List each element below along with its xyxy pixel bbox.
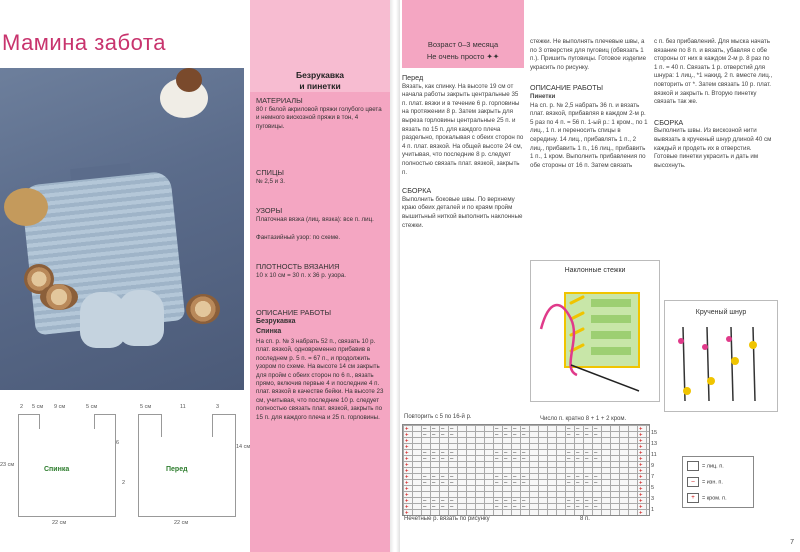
chart-cell-symbol: + <box>639 456 643 463</box>
chart-cell-symbol: – <box>423 456 427 463</box>
chart-cell-symbol: – <box>594 456 598 463</box>
chart-cell-symbol: – <box>423 432 427 439</box>
chart-cell-symbol: – <box>495 456 499 463</box>
legend-symbol: – <box>687 477 699 487</box>
chart-cell-symbol: – <box>495 504 499 511</box>
chart-cell-symbol: – <box>441 426 445 433</box>
chart-cell-symbol: – <box>585 474 589 481</box>
chart-cell-symbol: + <box>405 498 409 505</box>
chart-cell-symbol: – <box>585 480 589 487</box>
chart-cell-symbol: + <box>405 462 409 469</box>
chart-cell-symbol: – <box>432 426 436 433</box>
description-heading: ОПИСАНИЕ РАБОТЫ <box>256 308 332 317</box>
chart-cell-symbol: – <box>432 504 436 511</box>
chart-count-title: Число п. кратно 8 + 1 + 2 кром. <box>540 416 627 422</box>
legend-edge: + = кром. п. <box>687 493 727 503</box>
age-range: Возраст 0–3 месяца <box>427 40 499 49</box>
chart-cell-symbol: – <box>576 426 580 433</box>
chart-cell-symbol: – <box>495 498 499 505</box>
chart-cell-symbol: – <box>522 450 526 457</box>
assembly2-text: Выполнить швы. Из вискозной нити вывязать в крученый шнур длиной 40 см каждый и продеть их в отверстия. Готовые пинетки украсить и дать им высохнуть. <box>654 127 772 169</box>
chart-cell-symbol: – <box>504 450 508 457</box>
chart-cell-symbol: – <box>441 432 445 439</box>
chart-cell-symbol: – <box>495 480 499 487</box>
chart-cell-symbol: – <box>522 474 526 481</box>
chart-cell-symbol: + <box>639 486 643 493</box>
page-title: Мамина забота <box>2 30 166 55</box>
chart-cell-symbol: + <box>405 456 409 463</box>
chart-cell-symbol: – <box>522 480 526 487</box>
chart-cell-symbol: + <box>639 498 643 505</box>
chart-cell-symbol: – <box>594 450 598 457</box>
page-number: 7 <box>790 539 794 546</box>
chart-cell-symbol: – <box>522 498 526 505</box>
chart-cell-symbol: – <box>432 498 436 505</box>
back-label: Спинка <box>44 466 70 473</box>
front-text: Вязать, как спинку. На высоте 19 см от начала работы закрыть центральные 35 п. плат. вязки и в течение 6 р. горловины на протяжении 8 р. Затем закрыть для выреза горловины центральные 25 п. и вязать по 15 п. для каждого плеча раздельно, прокалывая с обеих сторон по 4 п. плат. вязкой. На общей высоте 24 см, учитывая, что последние 8 р. следует полностью связать плат. вязкой, закрыть п. <box>402 82 524 176</box>
materials-heading: МАТЕРИАЛЫ <box>256 96 303 105</box>
chart-cell-symbol: – <box>567 450 571 457</box>
row-number: 11 <box>651 452 657 458</box>
assembly-heading: СБОРКА <box>402 186 432 196</box>
row-number: 7 <box>651 474 655 480</box>
chart-cell-symbol: – <box>423 504 427 511</box>
back-text: На сп. р. № 3 набрать 52 п., связать 10 р. плат. вязкой, одновременно прибавив в последнем р. 5 п. = 67 п., и продолжить узором по схеме. На высоте 14 см закрыть для пройм с обеих сторон по 6 п., вязать прямо, включив первые 4 и последние 4 п. плат. вязкой в качестве бейки. На высоте 23 см, учитывая, что последние 10 р. следует полностью связать плат. вязкой, закрыть по 15 п. для каждого плеча и 25 п. горловины. <box>256 338 384 421</box>
chart-cell-symbol: – <box>432 456 436 463</box>
toy-dog-head <box>176 68 202 92</box>
chart-cell-symbol: – <box>567 474 571 481</box>
chart-cell-symbol: – <box>585 450 589 457</box>
chart-cell-symbol: – <box>441 504 445 511</box>
density-heading: ПЛОТНОСТЬ ВЯЗАНИЯ <box>256 262 340 271</box>
chart-cell-symbol: – <box>513 426 517 433</box>
legend-purl: – = изн. п. <box>687 477 723 487</box>
booties-heading: ОПИСАНИЕ РАБОТЫ <box>530 83 603 93</box>
chart-cell-symbol: + <box>639 492 643 499</box>
booties-text: На сп. р. № 2,5 набрать 36 п. и вязать плат. вязкой, прибавляя в каждом 2-м р. 5 раз по 4 п. = 56 п. 1-ый р.: 1 кром., по 1 лиц., 1 п. и переносить спицы в середину. 14 лиц., прибавлять 1 п., 2 лиц., прибавить 1 п., 16 лиц., прибавить 1 п., 1 кром. Выполнить прибавления по обе стороны от 16 п. Затем связать <box>530 101 648 169</box>
chart-symbols <box>403 425 649 515</box>
chart-cell-symbol: – <box>423 426 427 433</box>
chart-repeat-title: Повторить с 5 по 16-й р. <box>404 414 472 420</box>
front-shoulder-l <box>138 414 162 437</box>
spread-gutter <box>390 0 400 552</box>
chart-cell-symbol: – <box>450 450 454 457</box>
pattern-chart-grid <box>402 424 650 516</box>
materials-text: 80 г белой акриловой пряжи голубого цвета и немного вискозной пряжи в тон, 4 пуговицы. <box>256 106 382 130</box>
chart-cell-symbol: – <box>504 474 508 481</box>
front-schematic: Перед 5 см 11 3 14 см 2 22 см <box>122 404 251 526</box>
chart-cell-symbol: – <box>513 432 517 439</box>
chart-cell-symbol: + <box>639 510 643 515</box>
chart-cell-symbol: – <box>576 450 580 457</box>
col3-text: с п. без прибавлений. Для мыска начать вязание по 8 п. и вязать, убавляя с обе стороны от них в каждом 2-м р. 8 раз по 1 п. = 40 п. Связать 1 р. отверстий для шнура: 1 лиц., *1 накид, 2 п. вместе лиц., повторить от *. Затем связать 10 р. плат. вязкой и закрыть п. Вторую пинетку связать так же. <box>654 38 773 106</box>
column-1 <box>402 74 524 230</box>
vest-heading: Безрукавка <box>256 318 296 325</box>
chart-cell-symbol: – <box>495 432 499 439</box>
chart-cell-symbol: – <box>495 474 499 481</box>
chart-cell-symbol: – <box>576 480 580 487</box>
chart-cell-symbol: + <box>405 480 409 487</box>
chart-cell-symbol: + <box>405 486 409 493</box>
chart-cell-symbol: – <box>441 474 445 481</box>
row-number: 3 <box>651 496 655 502</box>
chart-cell-symbol: – <box>450 474 454 481</box>
chart-cell-symbol: – <box>513 450 517 457</box>
chart-cell-symbol: – <box>450 480 454 487</box>
patterns-heading: УЗОРЫ <box>256 206 283 215</box>
chart-legend <box>682 456 754 508</box>
chart-cell-symbol: – <box>576 504 580 511</box>
chart-cell-symbol: + <box>405 468 409 475</box>
chart-cell-symbol: – <box>450 498 454 505</box>
chart-cell-symbol: – <box>585 498 589 505</box>
chart-cell-symbol: – <box>441 456 445 463</box>
legend-symbol: + <box>687 493 699 503</box>
needles-heading: СПИЦЫ <box>256 168 284 177</box>
chart-cell-symbol: – <box>432 450 436 457</box>
chart-cell-symbol: – <box>522 504 526 511</box>
chart-cell-symbol: – <box>594 480 598 487</box>
patterns-text-2: Фантазийный узор: по схеме. <box>256 234 341 241</box>
chart-cell-symbol: – <box>504 426 508 433</box>
twisted-cord-illustration <box>664 300 778 412</box>
chart-cell-symbol: – <box>567 498 571 505</box>
chart-cell-symbol: + <box>405 474 409 481</box>
chart-cell-symbol: – <box>504 432 508 439</box>
row-number: 13 <box>651 441 658 447</box>
chart-cell-symbol: + <box>639 480 643 487</box>
chart-cell-symbol: – <box>450 426 454 433</box>
front-label: Перед <box>166 466 188 473</box>
chart-cell-symbol: – <box>513 456 517 463</box>
back-schematic: Спинка 2 5 см 9 см 5 см 6 23 см 22 см <box>0 404 120 526</box>
stitch-drawing <box>531 279 659 399</box>
chart-cell-symbol: – <box>504 456 508 463</box>
chart-cell-symbol: – <box>585 426 589 433</box>
chart-cell-symbol: – <box>594 432 598 439</box>
chart-cell-symbol: – <box>432 432 436 439</box>
booties-subheading: Пинетки <box>530 92 556 100</box>
needles-text: № 2,5 и 3. <box>256 178 286 185</box>
sidebar-title: Безрукавка и пинетки <box>295 70 345 91</box>
row-number: 5 <box>651 485 655 491</box>
chart-cell-symbol: – <box>567 504 571 511</box>
chart-cell-symbol: – <box>576 474 580 481</box>
chart-cell-symbol: – <box>423 480 427 487</box>
legend-knit: = лиц. п. <box>687 461 724 471</box>
patterns-text-1: Платочная вязка (лиц. вязка): все п. лиц. <box>256 216 374 223</box>
chart-cell-symbol: – <box>567 456 571 463</box>
row-number: 9 <box>651 463 655 469</box>
chart-cell-symbol: + <box>639 438 643 445</box>
chart-cell-symbol: – <box>504 498 508 505</box>
chart-cell-symbol: + <box>405 426 409 433</box>
chart-cell-symbol: – <box>423 450 427 457</box>
wooden-disc <box>40 284 78 310</box>
chart-cell-symbol: – <box>495 426 499 433</box>
legend-symbol <box>687 461 699 471</box>
back-heading: Спинка <box>256 328 282 335</box>
chart-cell-symbol: + <box>639 474 643 481</box>
chart-cell-symbol: – <box>522 432 526 439</box>
materials-sidebar <box>250 0 390 552</box>
chart-cell-symbol: – <box>594 426 598 433</box>
chart-cell-symbol: – <box>513 474 517 481</box>
chart-cell-symbol: + <box>639 504 643 511</box>
product-photo <box>0 68 244 390</box>
chart-cell-symbol: – <box>432 480 436 487</box>
slanted-stitch-illustration <box>530 260 660 402</box>
chart-cell-symbol: – <box>423 498 427 505</box>
illustration-title: Наклонные стежки <box>564 267 626 274</box>
chart-cell-symbol: + <box>405 438 409 445</box>
chart-cell-symbol: + <box>405 492 409 499</box>
chart-cell-symbol: – <box>441 480 445 487</box>
chart-cell-symbol: – <box>513 480 517 487</box>
column-2 <box>530 38 648 170</box>
chart-cell-symbol: + <box>639 426 643 433</box>
cord-drawing <box>665 321 777 411</box>
chart-cell-symbol: + <box>639 462 643 469</box>
chart-cell-symbol: – <box>576 456 580 463</box>
front-heading: Перед <box>402 73 424 82</box>
chart-cell-symbol: + <box>639 450 643 457</box>
chart-cell-symbol: + <box>639 432 643 439</box>
chart-cell-symbol: + <box>639 444 643 451</box>
chart-cell-symbol: – <box>576 498 580 505</box>
chart-cell-symbol: + <box>405 504 409 511</box>
back-shoulder-r <box>94 414 116 429</box>
chart-cell-symbol: – <box>567 480 571 487</box>
assembly2-heading: СБОРКА <box>654 117 684 127</box>
chart-cell-symbol: – <box>576 432 580 439</box>
chart-repeat-label: 8 п. <box>580 516 590 522</box>
chart-cell-symbol: – <box>441 498 445 505</box>
chart-cell-symbol: – <box>513 504 517 511</box>
chart-cell-symbol: + <box>405 432 409 439</box>
chart-cell-symbol: – <box>594 474 598 481</box>
front-outline <box>138 436 236 517</box>
bootie-right <box>118 290 164 346</box>
chart-cell-symbol: – <box>522 426 526 433</box>
chart-cell-symbol: – <box>567 426 571 433</box>
chart-cell-symbol: – <box>432 474 436 481</box>
age-badge <box>402 0 524 68</box>
chart-cell-symbol: – <box>522 456 526 463</box>
chart-cell-symbol: – <box>585 432 589 439</box>
illustration-title-2: Крученый шнур <box>695 309 747 316</box>
chart-cell-symbol: – <box>423 474 427 481</box>
row-number: 15 <box>651 430 658 436</box>
left-page <box>0 0 390 552</box>
row-number: 1 <box>651 507 655 513</box>
back-shoulder-l <box>18 414 40 429</box>
front-shoulder-r <box>212 414 236 437</box>
chart-cell-symbol: – <box>594 504 598 511</box>
chart-footnote: Нечетные р. вязать по рисунку <box>404 516 490 522</box>
chart-cell-symbol: – <box>504 504 508 511</box>
chart-cell-symbol: + <box>405 444 409 451</box>
chart-cell-symbol: + <box>405 450 409 457</box>
chart-cell-symbol: – <box>450 456 454 463</box>
density-text: 10 x 10 см = 30 п. x 36 р. узора. <box>256 272 347 279</box>
toy-hedgehog <box>4 188 48 226</box>
chart-cell-symbol: – <box>450 504 454 511</box>
difficulty: Не очень просто ✦✦ <box>426 52 500 61</box>
chart-cell-symbol: – <box>441 450 445 457</box>
chart-cell-symbol: – <box>585 456 589 463</box>
wooden-disc <box>186 294 220 324</box>
chart-cell-symbol: – <box>594 498 598 505</box>
chart-cell-symbol: – <box>513 498 517 505</box>
chart-cell-symbol: – <box>450 432 454 439</box>
chart-cell-symbol: + <box>405 510 409 515</box>
chart-cell-symbol: – <box>567 432 571 439</box>
chart-cell-symbol: + <box>639 468 643 475</box>
assembly-text: Выполнить боковые швы. По верхнему краю обеих деталей и по краям пройм вышитьный ниткой выполнить наклонные стежки. <box>402 195 523 229</box>
col2-text: стежки. Не выполнять плечевые швы, а по 3 отверстия для пуговиц (обвязать 1 п.). Пришить пуговицы. Готовое изделие украсить по рисунку. <box>530 38 647 71</box>
column-3 <box>654 38 774 170</box>
chart-cell-symbol: – <box>585 504 589 511</box>
chart-cell-symbol: – <box>504 480 508 487</box>
chart-cell-symbol: – <box>495 450 499 457</box>
